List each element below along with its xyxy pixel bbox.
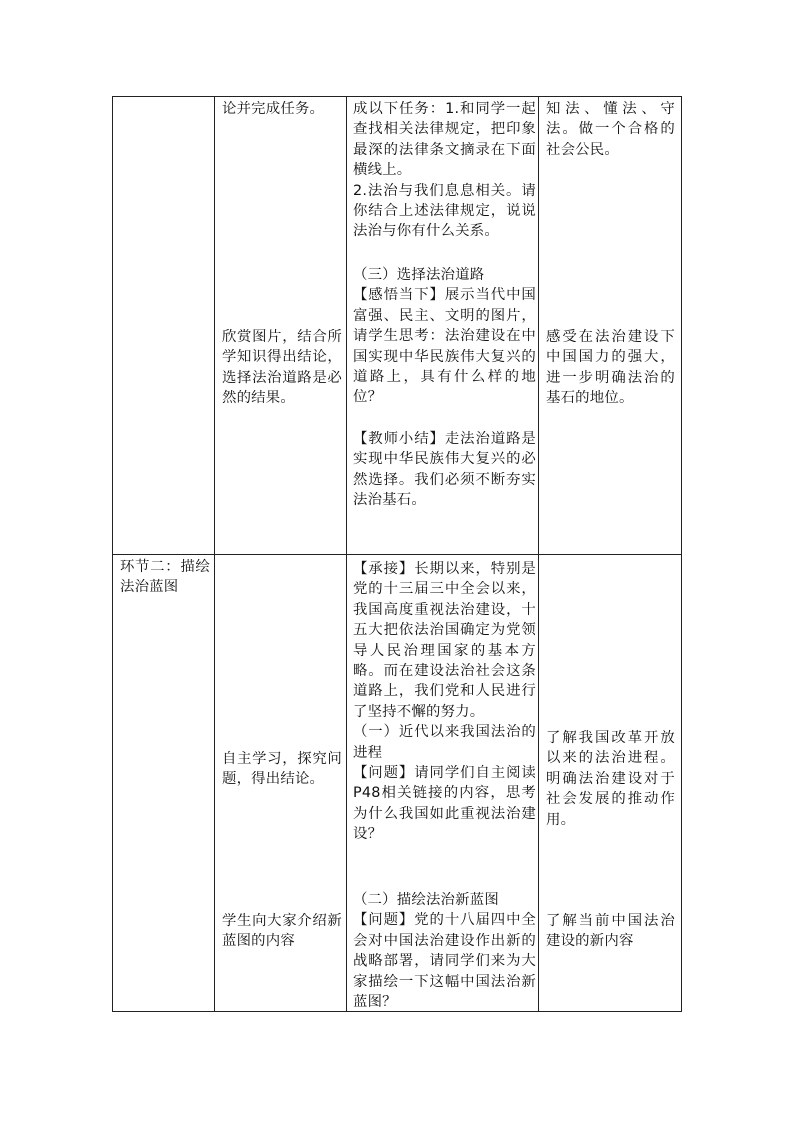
student-activity-text: 欣赏图片，结合所学知识得出结论，选择法治道路是必然的结果。 [222,329,342,407]
teacher-activity-text: （三）选择法治道路 【感悟当下】展示当代中国富强、民主、文明的图片，请学生思考：法治建设在中国实现中华民族伟大复兴的道路上，具有什么样的地位？ [353,267,536,406]
student-activity-text: 自主学习，探究问题，得出结论。 [222,751,342,788]
student-activity-cell [215,555,347,1012]
student-activity-text: 学生向大家介绍新蓝图的内容 [222,913,342,950]
design-intent-text: 感受在法治建设下中国国力的强大，进一步明确法治的基石的地位。 [546,329,675,407]
design-intent-text: 知法、懂法、守法。做一个合格的社会公民。 [546,101,675,158]
stage-text: 环节二：描绘法治蓝图 [120,559,210,596]
teacher-activity-text: 【承接】长期以来，特别是党的十三届三中全会以来，我国高度重视法治建设，十五大把依法治国确定为党领导人民治理国家的基本方略。而在建设法治社会这条道路上，我们党和人民进行了坚持不懈的努力。 （一）近代以来我国法治的进程 【问题】请同学们自主阅读P48相关链接的内容，思考为什么我国如此重视法治建设？ [353,561,536,843]
design-intent-cell [539,555,682,1012]
teacher-activity-cell [347,555,539,1012]
student-activity-cell [215,97,347,555]
design-intent-text: 了解当前中国法治建设的新内容 [546,913,675,950]
table-row [113,555,682,1012]
design-intent-cell [539,97,682,555]
lesson-plan-table [112,96,682,1012]
table-row [113,97,682,555]
teacher-activity-text: 成以下任务：1.和同学一起查找相关法律规定，把印象最深的法律条文摘录在下面横线上。 2.法治与我们息息相关。请你结合上述法律规定，说说法治与你有什么关系。 [353,101,536,240]
stage-cell [113,97,215,555]
teacher-activity-cell [347,97,539,555]
teacher-activity-text: （二）描绘法治新蓝图 【问题】党的十八届四中全会对中国法治建设作出新的战略部署，请同学们来为大家描绘一下这幅中国法治新蓝图？ [353,892,536,1011]
stage-cell [113,555,215,1012]
teacher-activity-text: 【教师小结】走法治道路是实现中华民族伟大复兴的必然选择。我们必须不断夯实法治基石。 [353,431,536,509]
student-activity-text: 论并完成任务。 [222,101,325,117]
design-intent-text: 了解我国改革开放以来的法治进程。明确法治建设对于社会发展的推动作用。 [546,730,675,828]
